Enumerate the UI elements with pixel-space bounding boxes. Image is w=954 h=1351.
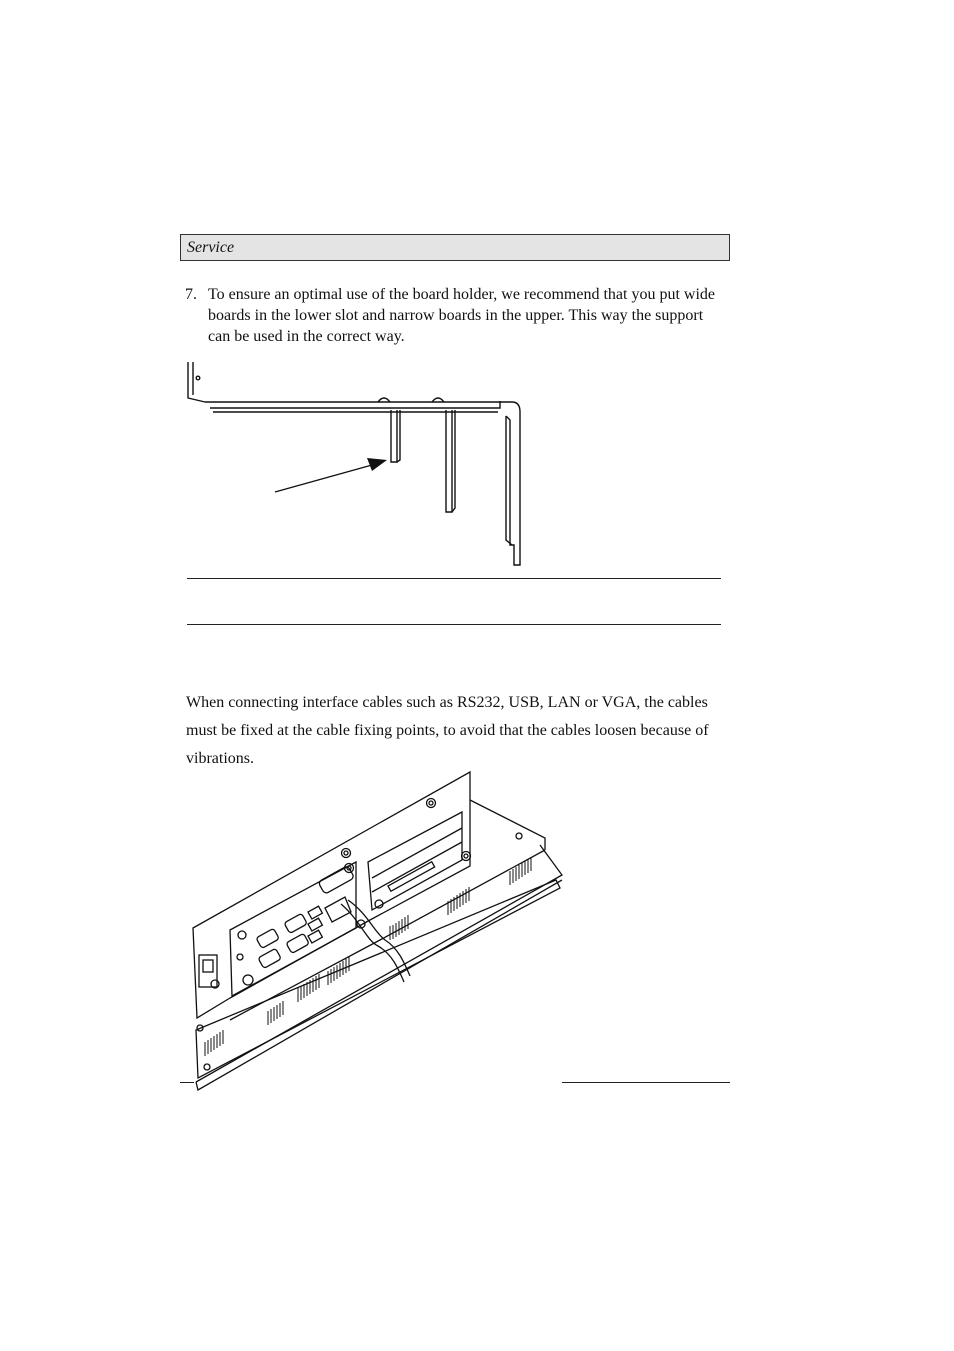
step-number: 7. (185, 286, 197, 303)
footer-rule-left (180, 1082, 194, 1083)
cable-fixing-paragraph: When connecting interface cables such as RS232, USB, LAN or VGA, the cables must be fixed at the cable fixing points, to avoid that the cables loosen because of vibrations. (186, 694, 709, 767)
footer-rule-right (562, 1082, 730, 1083)
step-text: To ensure an optimal use of the board holder, we recommend that you put wide boards in the lower slot and narrow boards in the upper. This way the support can be used in the correct way. (208, 286, 715, 345)
section-title: Service (187, 239, 235, 256)
